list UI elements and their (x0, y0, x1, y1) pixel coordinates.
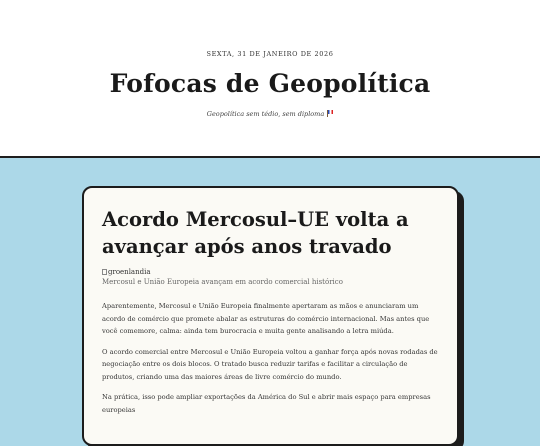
article-paragraph-1: Aparentemente, Mercosul e União Europeia finalmente apertaram as mãos e anunciaram um acordo de comércio que promete abalar as estruturas do comércio internacional. Mas antes que você comemore, calma: ainda tem burocracia e muita gente analisando a letra miúda. (102, 302, 430, 335)
flag-icon (326, 110, 333, 117)
tagline (0, 110, 540, 118)
site-header (0, 0, 540, 158)
site-title[interactable]: Fofocas de Geopolítica (109, 69, 431, 98)
article-card (82, 186, 459, 446)
image-caption: Mercosul e União Europeia avançam em acordo comercial histórico (102, 278, 343, 286)
date-line: SEXTA, 31 DE JANEIRO DE 2026 (206, 50, 334, 58)
image-alt-text: groenlandia (108, 268, 151, 276)
article-paragraph-3: Na prática, isso pode ampliar exportações da América do Sul e abrir mais espaço para empresas europeias (102, 393, 431, 414)
tagline-text: Geopolítica sem tédio, sem diploma (206, 110, 325, 118)
article-image (102, 268, 439, 276)
broken-image-icon (102, 269, 107, 275)
article-paragraph-2: O acordo comercial entre Mercosul e União Europeia voltou a ganhar força após novas rodadas de negociação entre os dois blocos. O tratado busca reduzir tarifas e facilitar a circulação de produtos, criando uma das maiores áreas de livre comércio do mundo. (102, 347, 438, 381)
article-title[interactable]: Acordo Mercosul–UE volta a avançar após anos travado (102, 208, 409, 258)
